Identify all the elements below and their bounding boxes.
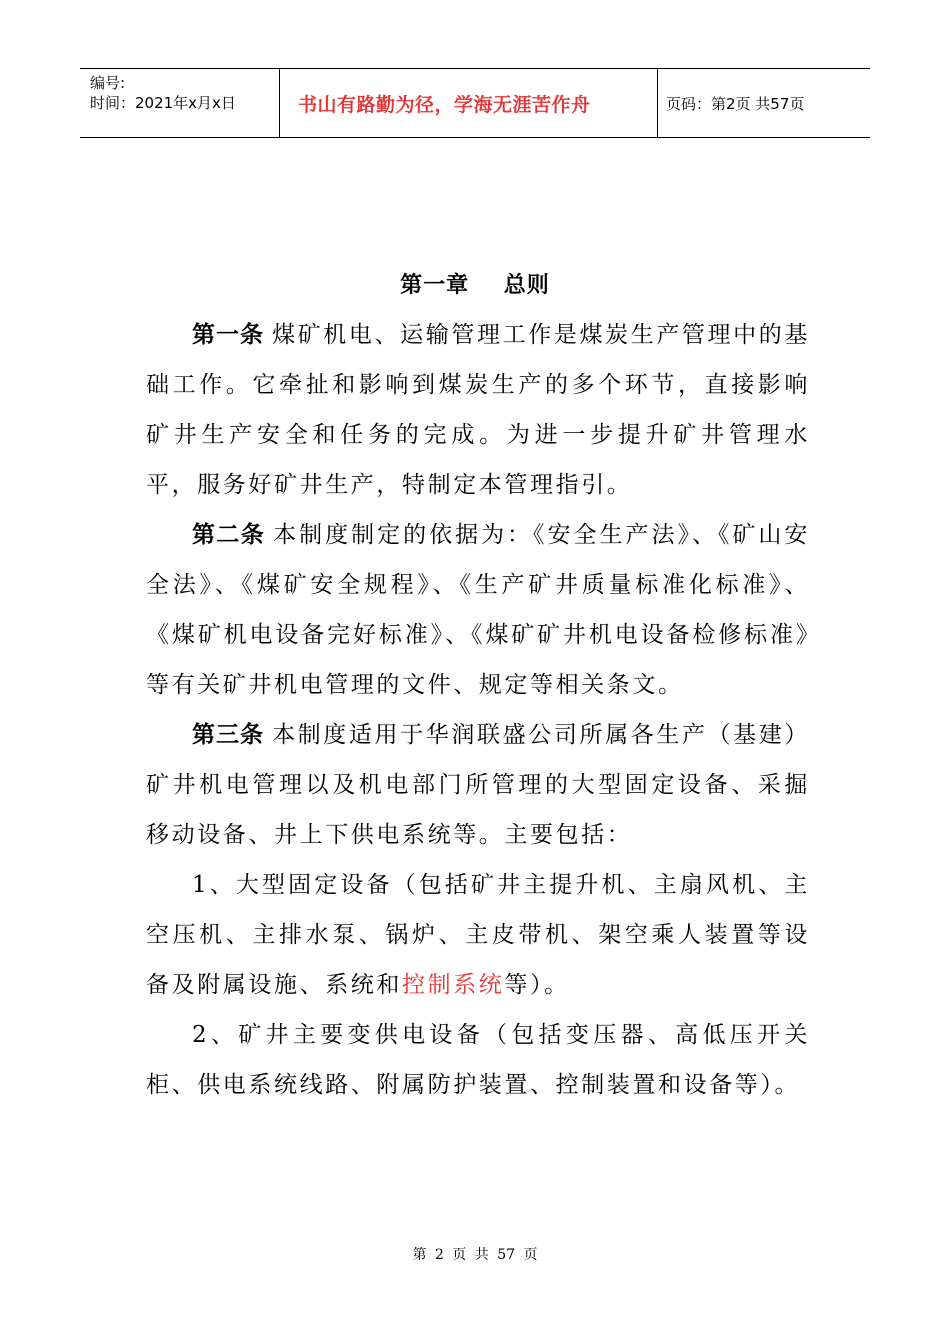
article-number: 第一条: [192, 322, 265, 348]
list-item-text-end: 等）。: [504, 972, 570, 998]
header-motto: 书山有路勤为径，学海无涯苦作舟: [280, 69, 658, 137]
list-item: [146, 1010, 810, 1110]
document-time: 时间：2021年x月x日: [90, 94, 236, 112]
page-footer: 第 2 页 共 57 页: [412, 1247, 538, 1263]
list-item-text: 2、矿井主要变供电设备（包括变压器、高低压开关柜、供电系统线路、附属防护装置、控制装置和设备等）。: [146, 1022, 810, 1098]
header-meta: [80, 69, 280, 137]
header-page-info: 页码：第2页 共57页: [666, 94, 805, 113]
article-number: 第三条: [192, 722, 265, 748]
list-item-text: 1、大型固定设备（包括矿井主提升机、主扇风机、主空压机、主排水泵、锅炉、主皮带机、架空乘人装置等设备及附属设施、系统和: [146, 872, 810, 998]
article-text: 本制度适用于华润联盛公司所属各生产（基建）矿井机电管理以及机电部门所管理的大型固定设备、采掘移动设备、井上下供电系统等。主要包括：: [146, 722, 811, 848]
page-header: [80, 68, 870, 138]
article-paragraph: [146, 510, 810, 710]
article-number: 第二条: [192, 522, 266, 548]
list-item: [146, 860, 810, 1010]
highlighted-text: 控制系统: [402, 972, 505, 998]
document-body: [146, 310, 810, 1110]
document-number-label: 编号:: [90, 74, 126, 92]
chapter-title: 第一章 总则: [400, 273, 550, 298]
article-text: 煤矿机电、运输管理工作是煤炭生产管理中的基础工作。它牵扯和影响到煤炭生产的多个环节，直接影响矿井生产安全和任务的完成。为进一步提升矿井管理水平，服务好矿井生产，特制定本管理指引。: [146, 322, 811, 498]
article-text: 本制度制定的依据为：《安全生产法》、《矿山安全法》、《煤矿安全规程》、《生产矿井质量标准化标准》、《煤矿机电设备完好标准》、《煤矿矿井机电设备检修标准》等有关矿井机电管理的文件、规定等相关条文。: [146, 522, 811, 698]
article-paragraph: [146, 310, 810, 510]
article-paragraph: [146, 710, 810, 860]
